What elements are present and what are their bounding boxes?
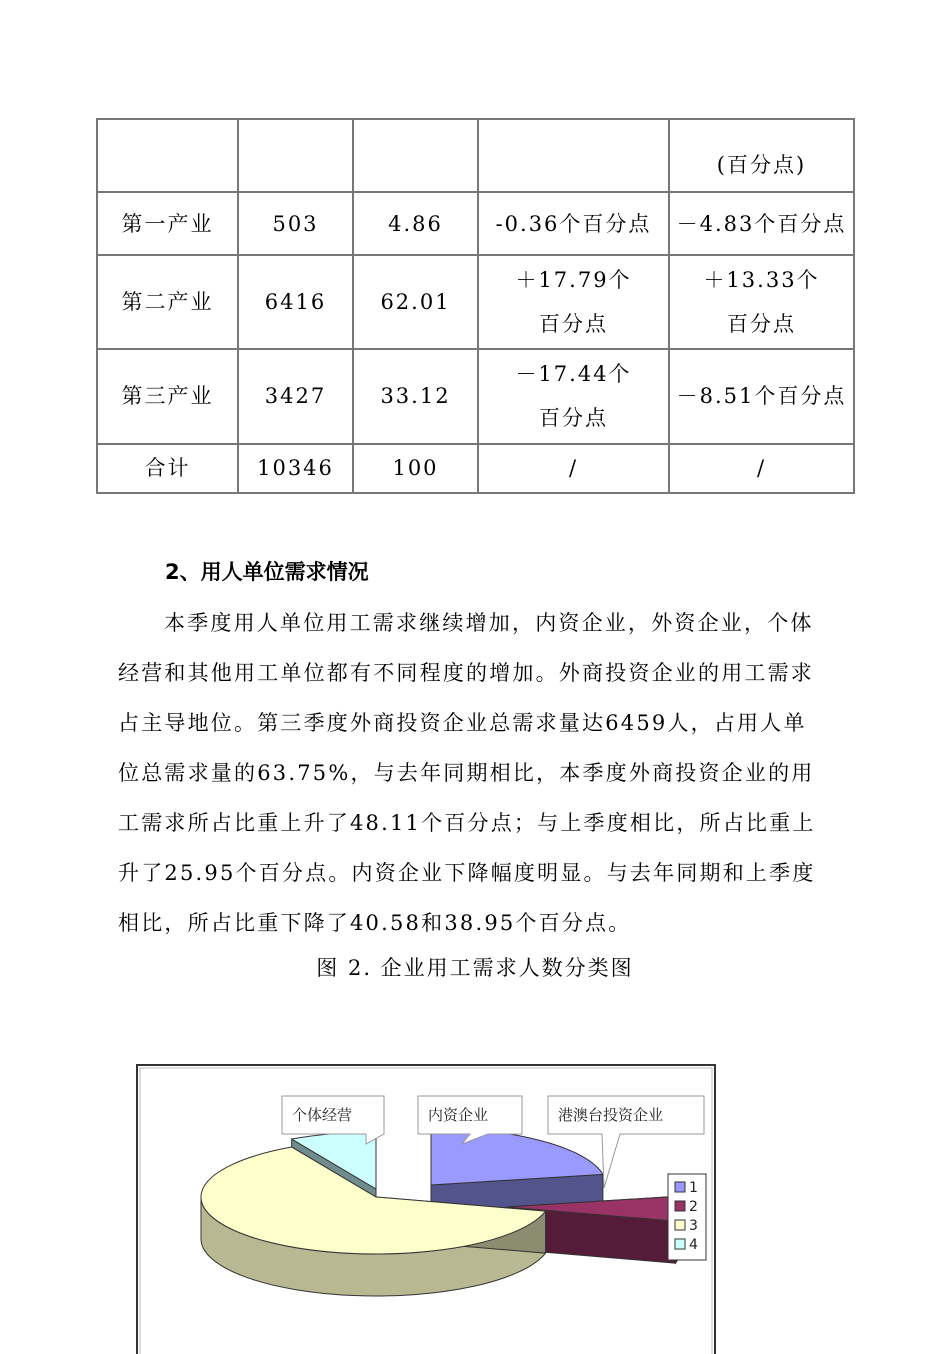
qoq-change-line: ＋13.33个 (703, 267, 820, 292)
yoy-change-line: 百分点 (539, 406, 608, 431)
industry-name: 第二产业 (97, 255, 238, 350)
header-cell-unit: (百分点) (669, 119, 854, 192)
table-header-row (97, 119, 854, 192)
qoq-change: －4.83个百分点 (669, 192, 854, 254)
legend-swatch (675, 1182, 685, 1192)
industry-name: 合计 (97, 444, 238, 493)
demand-share: 33.12 (353, 349, 478, 444)
legend-frame (668, 1174, 706, 1260)
demand-count: 10346 (238, 444, 353, 493)
yoy-change-line: 百分点 (539, 311, 608, 336)
body-paragraph: 本季度用人单位用工需求继续增加，内资企业，外资企业，个体经营和其他用工单位都有不同程度的增加。外商投资企业的用工需求占主导地位。第三季度外商投资企业总需求量达6459人，占用人单位总需求量的63.75%，与去年同期相比，本季度外商投资企业的用工需求所占比重上升了48.11个百分点；与上季度相比，所占比重上升了25.95个百分点。内资企业下降幅度明显。与去年同期和上季度相比，所占比重下降了40.58和38.95个百分点。 (118, 611, 816, 935)
pie-chart (136, 1064, 716, 1354)
demand-share: 4.86 (353, 192, 478, 254)
table-row (97, 192, 854, 254)
section-heading: 2、用人单位需求情况 (165, 560, 369, 584)
yoy-change-line: －17.44个 (515, 362, 632, 387)
legend-label: 4 (689, 1237, 698, 1253)
header-cell (97, 119, 238, 192)
demand-share: 62.01 (353, 255, 478, 350)
qoq-change: / (669, 444, 854, 493)
yoy-change: / (478, 444, 669, 493)
qoq-change: －8.51个百分点 (669, 349, 854, 444)
legend-label: 3 (689, 1218, 698, 1234)
employment-table-container (96, 118, 853, 494)
legend-swatch (675, 1201, 685, 1211)
demand-count: 3427 (238, 349, 353, 444)
yoy-change-line: ＋17.79个 (515, 267, 632, 292)
yoy-change: -0.36个百分点 (478, 192, 669, 254)
callout-label: 内资企业 (428, 1106, 489, 1124)
callout-label: 港澳台投资企业 (558, 1106, 664, 1124)
industry-name: 第一产业 (97, 192, 238, 254)
callout-label: 个体经营 (292, 1106, 353, 1124)
demand-share: 100 (353, 444, 478, 493)
demand-count: 503 (238, 192, 353, 254)
chart-legend (668, 1174, 706, 1260)
legend-label: 1 (689, 1180, 698, 1196)
header-cell (238, 119, 353, 192)
body-paragraph-block (118, 598, 818, 948)
yoy-change (478, 349, 669, 444)
qoq-change-line: 百分点 (727, 311, 796, 336)
legend-label: 2 (689, 1199, 698, 1215)
header-cell (478, 119, 669, 192)
yoy-change (478, 255, 669, 350)
table-row (97, 349, 854, 444)
employment-table (96, 118, 855, 494)
legend-swatch (675, 1239, 685, 1249)
demand-count: 6416 (238, 255, 353, 350)
legend-swatch (675, 1220, 685, 1230)
figure-caption: 图 2. 企业用工需求人数分类图 (316, 956, 634, 980)
header-cell (353, 119, 478, 192)
industry-name: 第三产业 (97, 349, 238, 444)
qoq-change (669, 255, 854, 350)
table-total-row (97, 444, 854, 493)
table-row (97, 255, 854, 350)
